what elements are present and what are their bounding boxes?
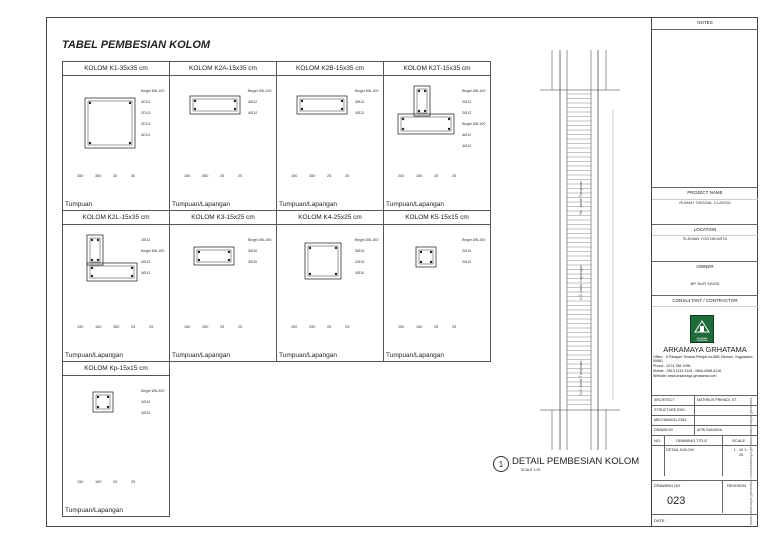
column-section-drawing — [63, 76, 170, 195]
no-label: NO. — [654, 438, 662, 443]
column-cell — [169, 61, 277, 211]
dimension-label: 150 — [291, 174, 298, 178]
consultant-label: CONSULTANT / CONTRACTOR — [652, 295, 758, 305]
column-section-drawing — [63, 376, 170, 501]
location-label: LOCATION — [652, 224, 758, 234]
rebar — [341, 100, 343, 102]
column-section-drawing — [277, 225, 384, 346]
dimension-label: 350 — [309, 174, 316, 178]
project-name-label: PROJECT NAME — [652, 187, 758, 197]
company-mobile: Mobile : 0813.1133.3118 - 0856.0088.8118 — [653, 369, 721, 373]
notes-label: NOTES — [697, 20, 713, 25]
drawing-title: DETAIL KOLOM — [666, 448, 694, 452]
dimension-label: 150 — [77, 480, 84, 484]
dimension-label: 25 — [238, 174, 243, 178]
dimension-label: 150 — [416, 174, 423, 178]
column-outline — [87, 235, 103, 265]
rebar — [107, 396, 109, 398]
rebar — [424, 110, 426, 112]
dimension-label: 25 — [345, 174, 350, 178]
rebar — [228, 251, 230, 253]
rebar — [91, 239, 93, 241]
rebar — [448, 128, 450, 130]
company-phone: Phone : 0274.788 1998 — [653, 364, 691, 368]
column-outline — [190, 96, 240, 114]
rebar-label: 2Ø10 — [355, 260, 365, 264]
rebar-label: 4Ø12 — [462, 133, 472, 137]
rebar — [198, 251, 200, 253]
rebar-label: 2Ø10 — [462, 249, 472, 253]
rebar — [97, 396, 99, 398]
dimension-label: 350 — [113, 325, 120, 329]
column-footer: Tumpuan/Lapangan — [172, 201, 230, 208]
company-office: Office : Jl.Palagan Tentara Pelajar no.88B Sleman, Yogyakarta 55581 — [653, 355, 753, 363]
rebar — [234, 108, 236, 110]
rebar-label: Begel Ø8-100 — [355, 89, 379, 93]
rebar — [402, 128, 404, 130]
rebar-label: 2Ø12 — [141, 238, 151, 242]
rebar-label: Begel Ø8-100 — [462, 122, 486, 126]
rebar — [301, 100, 303, 102]
rebar-label: Begel Ø8-150 — [355, 238, 379, 242]
dimension-label: 25 — [149, 325, 154, 329]
drawn-label: DRAWN BY — [654, 428, 674, 432]
rebar — [194, 108, 196, 110]
drawing-title-label: DRAWING TITLE — [676, 438, 708, 443]
rebar — [194, 100, 196, 102]
stirrup — [193, 99, 237, 111]
revision-label: REVISION — [727, 483, 747, 488]
dimension-label: 30 — [113, 174, 118, 178]
rebar — [89, 142, 91, 144]
dimension-label: 250 — [202, 325, 209, 329]
rebar — [129, 102, 131, 104]
rebar — [418, 90, 420, 92]
rebar — [234, 100, 236, 102]
rebar-label: 4Ø12 — [248, 111, 258, 115]
column-cell — [62, 61, 170, 211]
scale-label: SCALE — [732, 438, 746, 443]
rebar — [131, 267, 133, 269]
rebar — [198, 259, 200, 261]
dimension-label: 25 — [327, 174, 332, 178]
rebar-label: 4D13 — [141, 100, 151, 104]
architect-label: ARCHITECT — [654, 398, 675, 402]
rebar — [335, 247, 337, 249]
drawn-name: AFRI SANJAYA — [697, 428, 723, 432]
rebar — [341, 108, 343, 110]
rebar — [97, 239, 99, 241]
dimension-label: 25 — [327, 325, 332, 329]
project-name: RUMAH TINGGAL 2 LANTAI — [652, 199, 758, 221]
owner-label: OWNER — [652, 261, 758, 271]
elevation-label-top: Sk. Jarak Tumpuan — [578, 180, 583, 215]
owner: BP. NUR SAHID — [690, 281, 720, 286]
dimension-label: 150 — [77, 325, 84, 329]
structure-label: STRUCTURE ENG. — [654, 408, 686, 412]
stirrup — [88, 101, 132, 145]
dimension-label: 25 — [452, 174, 457, 178]
rebar-label: 3Ø12 — [141, 271, 151, 275]
rebar — [129, 142, 131, 144]
dimension-label: 150 — [398, 325, 405, 329]
rebar — [335, 273, 337, 275]
rebar-label: Begel Ø8-100 — [248, 89, 272, 93]
rebar-label: 2Ø12 — [462, 100, 472, 104]
logo-building-icon — [691, 316, 713, 336]
rebar-label: 2Ø10 — [141, 400, 151, 404]
rebar-label: Begel Ø8-150 — [141, 249, 165, 253]
dimension-label: 25 — [452, 325, 457, 329]
rebar-label: Begel Ø8-100 — [462, 89, 486, 93]
stirrup — [90, 266, 134, 278]
table-title: TABEL PEMBESIAN KOLOM — [62, 39, 211, 51]
column-elevation — [520, 50, 640, 450]
elevation-label-mid: L/3 Jarak Lapangan — [578, 264, 583, 300]
dimension-label: 150 — [184, 325, 191, 329]
detail-number: 1 — [493, 456, 509, 472]
architect-name: MATHEUS PRIHADI, ST. — [697, 398, 738, 402]
column-section-drawing — [384, 76, 491, 195]
column-footer: Tumpuan — [65, 201, 93, 208]
rebar-label: Begel Ø8-100 — [141, 89, 165, 93]
elevation-label-bot: L/4 Jarak Tumpuan — [578, 360, 583, 395]
column-outline — [194, 247, 234, 265]
column-outline — [85, 98, 135, 148]
rebar — [97, 259, 99, 261]
dimension-label: 30 — [131, 174, 136, 178]
rebar-label: 2Ø10 — [462, 260, 472, 264]
rebar — [402, 118, 404, 120]
column-cell — [276, 61, 384, 211]
column-section-drawing — [170, 76, 277, 195]
date-label: DATE : — [654, 518, 667, 523]
rebar-label: 3Ø10 — [355, 271, 365, 275]
column-cell — [276, 210, 384, 362]
rebar — [89, 102, 91, 104]
rebar — [91, 267, 93, 269]
dimension-label: 25 — [220, 325, 225, 329]
column-cell — [62, 210, 170, 362]
drawing-no-label: DRAWING NO — [654, 483, 681, 488]
mechanical-label: MECHANICAL ENG. — [654, 418, 688, 422]
dimension-label: 250 — [291, 325, 298, 329]
dimension-label: 25 — [345, 325, 350, 329]
column-title: KOLOM K1-35x35 cm — [63, 62, 169, 76]
rebar-label: 4D13 — [141, 133, 151, 137]
company-website: Website: www.arkamaya-grhatama.com — [653, 374, 717, 378]
column-section-drawing — [170, 225, 277, 346]
column-section-drawing — [384, 225, 491, 346]
rebar — [228, 259, 230, 261]
logo-text: ARKAMAYA GRHATAMA — [696, 338, 708, 342]
rebar — [430, 251, 432, 253]
column-title: KOLOM Kp-15x15 cm — [63, 362, 169, 376]
rebar — [420, 251, 422, 253]
rebar — [301, 108, 303, 110]
rebar-label: 2D13 — [141, 122, 151, 126]
column-title: KOLOM K5-15x15 cm — [384, 211, 490, 225]
column-cell — [62, 361, 170, 517]
rebar-label: 2Ø12 — [462, 111, 472, 115]
rebar-label: 2D13 — [141, 111, 151, 115]
dimension-label: 350 — [202, 174, 209, 178]
dimension-label: 25 — [131, 480, 136, 484]
rebar-label: 3Ø10 — [248, 260, 258, 264]
column-title: KOLOM K2A-15x35 cm — [170, 62, 276, 76]
column-footer: Tumpuan/Lapangan — [172, 352, 230, 359]
dimension-label: 150 — [95, 480, 102, 484]
rebar-label: 4Ø12 — [462, 144, 472, 148]
dimension-label: 25 — [113, 480, 118, 484]
dimension-label: 150 — [416, 325, 423, 329]
column-footer: Tumpuan/Lapangan — [279, 201, 337, 208]
column-footer: Tumpuan/Lapangan — [386, 201, 444, 208]
column-footer: Tumpuan/Lapangan — [65, 352, 123, 359]
column-cell — [383, 210, 491, 362]
side-watermark-text: www.arkamaya-grhatama.com/arkamaya.grhatama/arkamaya grhatama — [748, 397, 753, 525]
rebar — [309, 273, 311, 275]
dimension-label: 25 — [131, 325, 136, 329]
rebar — [448, 118, 450, 120]
stirrup — [401, 117, 451, 131]
column-title: KOLOM K2B-15x35 cm — [277, 62, 383, 76]
dimension-label: 25 — [434, 174, 439, 178]
column-title: KOLOM K3-15x25 cm — [170, 211, 276, 225]
rebar — [131, 275, 133, 277]
rebar — [107, 406, 109, 408]
rebar — [418, 110, 420, 112]
column-title: KOLOM K2T-15x35 cm — [384, 62, 490, 76]
rebar — [420, 261, 422, 263]
title-block — [651, 17, 758, 527]
column-footer: Tumpuan/Lapangan — [65, 507, 123, 514]
stirrup — [417, 89, 427, 113]
detail-scale: SCALE 1:25 — [521, 468, 541, 472]
column-title: KOLOM K2L-15x35 cm — [63, 211, 169, 225]
column-section-drawing — [63, 225, 170, 346]
stirrup — [90, 238, 100, 262]
rebar — [97, 406, 99, 408]
dimension-label: 200 — [398, 174, 405, 178]
rebar-label: 2Ø10 — [141, 411, 151, 415]
rebar-label: 3Ø12 — [141, 260, 151, 264]
rebar-label: 3Ø12 — [355, 100, 365, 104]
scale-values: 1 : 10 1 : 25 — [733, 448, 749, 457]
dimension-label: 25 — [238, 325, 243, 329]
rebar-label: Begel Ø8-200 — [141, 389, 165, 393]
dimension-label: 25 — [434, 325, 439, 329]
rebar — [91, 275, 93, 277]
rebar-label: 3Ø12 — [355, 111, 365, 115]
rebar — [309, 247, 311, 249]
company-logo — [690, 315, 714, 343]
column-outline — [297, 96, 347, 114]
column-footer: Tumpuan/Lapangan — [386, 352, 444, 359]
company-name: ARKAMAYA GRHATAMA — [663, 345, 747, 354]
column-outline — [87, 263, 137, 281]
rebar-label: 3Ø10 — [248, 249, 258, 253]
stirrup — [197, 250, 231, 262]
rebar-label: 3Ø10 — [355, 249, 365, 253]
column-cell — [169, 210, 277, 362]
column-section-drawing — [277, 76, 384, 195]
column-title: KOLOM K4-25x25 cm — [277, 211, 383, 225]
rebar — [424, 90, 426, 92]
column-cell — [383, 61, 491, 211]
rebar — [430, 261, 432, 263]
location: SLEMAN YOGYAKARTA — [652, 235, 758, 257]
rebar — [91, 259, 93, 261]
column-outline — [414, 86, 430, 116]
dimension-label: 350 — [77, 174, 84, 178]
dimension-label: 150 — [184, 174, 191, 178]
rebar-label: Begel Ø8-150 — [248, 238, 272, 242]
rebar-label: Begel Ø8-150 — [462, 238, 486, 242]
column-footer: Tumpuan/Lapangan — [279, 352, 337, 359]
rebar-label: 4Ø12 — [248, 100, 258, 104]
dimension-label: 150 — [95, 325, 102, 329]
drawing-number: 023 — [667, 495, 686, 507]
stirrup — [300, 99, 344, 111]
detail-title: DETAIL PEMBESIAN KOLOM — [512, 456, 640, 467]
stirrup — [308, 246, 338, 276]
dimension-label: 350 — [95, 174, 102, 178]
dimension-label: 25 — [220, 174, 225, 178]
dimension-label: 250 — [309, 325, 316, 329]
